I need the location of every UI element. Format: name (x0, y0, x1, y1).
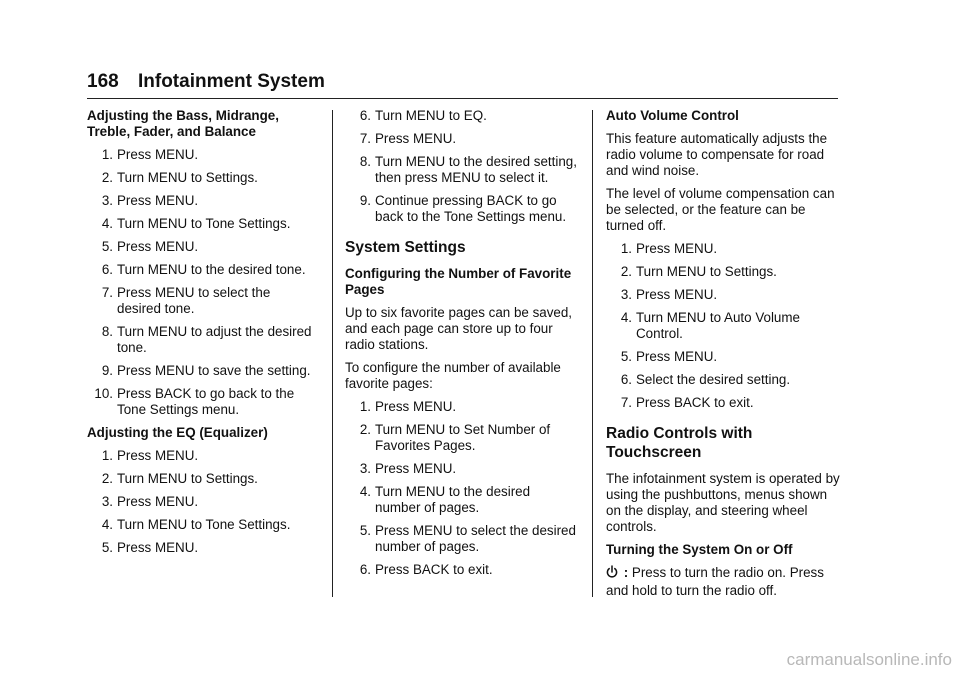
list-item: 7. Press MENU to select the desired tone. (101, 285, 271, 316)
system-settings-heading: System Settings (345, 239, 466, 256)
list-item: 2. Turn MENU to Settings. (101, 170, 258, 185)
column-2 (345, 108, 577, 585)
favorites-steps (345, 399, 577, 578)
bass-steps (87, 147, 312, 418)
list-item: 3. Press MENU. (101, 494, 199, 509)
list-item: 2. Turn MENU to Set Number of Favorites Pages. (359, 422, 551, 453)
section-title: Infotainment System (137, 71, 325, 92)
list-item: 4. Turn MENU to Tone Settings. (101, 216, 291, 231)
column-divider-1 (332, 110, 333, 597)
power-icon (606, 565, 618, 583)
favorites-paragraph-1: Up to six favorite pages can be saved, and each page can store up to four radio stations. (345, 305, 573, 352)
list-item: 1. Press MENU. (101, 448, 199, 463)
power-description (606, 565, 841, 599)
eq-heading: Adjusting the EQ (Equalizer) (87, 425, 268, 440)
list-item: 4. Turn MENU to Tone Settings. (101, 517, 291, 532)
list-item: 4. Turn MENU to the desired number of pages. (359, 484, 531, 515)
page-number: 168 (87, 71, 119, 92)
list-item: 7. Press MENU. (359, 131, 457, 146)
list-item: 3. Press MENU. (620, 287, 718, 302)
favorites-heading: Configuring the Number of Favorite Pages (345, 266, 572, 297)
watermark: carmanualsonline.info (786, 650, 952, 669)
radio-controls-heading: Radio Controls with Touchscreen (606, 425, 753, 461)
list-item: 7. Press BACK to exit. (620, 395, 754, 410)
radio-controls-paragraph: The infotainment system is operated by using the pushbuttons, menus shown on the display, and steering wheel controls. (606, 471, 840, 534)
eq-steps-continued (345, 108, 577, 225)
bass-heading: Adjusting the Bass, Midrange, Treble, Fader, and Balance (87, 108, 279, 139)
list-item: 3. Press MENU. (359, 461, 457, 476)
favorites-paragraph-2: To configure the number of available favorite pages: (345, 360, 561, 391)
list-item: 8. Turn MENU to the desired setting, then press MENU to select it. (359, 154, 577, 185)
auto-volume-paragraph-2: The level of volume compensation can be selected, or the feature can be turned off. (606, 186, 835, 233)
list-item: 3. Press MENU. (101, 193, 199, 208)
list-item: 6. Press BACK to exit. (359, 562, 493, 577)
list-item: 2. Turn MENU to Settings. (101, 471, 258, 486)
column-1 (87, 108, 312, 563)
list-item: 6. Turn MENU to EQ. (359, 108, 487, 123)
list-item: 10. Press BACK to go back to the Tone Settings menu. (94, 386, 295, 417)
list-item: 2. Turn MENU to Settings. (620, 264, 777, 279)
power-colon: : (620, 565, 629, 580)
column-3 (606, 108, 841, 599)
list-item: 1. Press MENU. (359, 399, 457, 414)
list-item: 5. Press MENU. (101, 239, 199, 254)
list-item: 5. Press MENU. (620, 349, 718, 364)
list-item: 1. Press MENU. (101, 147, 199, 162)
list-item: 9. Continue pressing BACK to go back to the Tone Settings menu. (359, 193, 567, 224)
list-item: 6. Turn MENU to the desired tone. (101, 262, 306, 277)
list-item: 1. Press MENU. (620, 241, 718, 256)
list-item: 6. Select the desired setting. (620, 372, 791, 387)
auto-volume-heading: Auto Volume Control (606, 108, 739, 123)
list-item: 9. Press MENU to save the setting. (101, 363, 311, 378)
power-heading: Turning the System On or Off (606, 542, 793, 557)
list-item: 5. Press MENU. (101, 540, 199, 555)
auto-volume-paragraph-1: This feature automatically adjusts the radio volume to compensate for road and wind noise. (606, 131, 828, 178)
page-header (87, 70, 838, 99)
auto-volume-steps (606, 241, 841, 411)
list-item: 8. Turn MENU to adjust the desired tone. (101, 324, 312, 355)
list-item: 4. Turn MENU to Auto Volume Control. (620, 310, 800, 341)
column-divider-2 (592, 110, 593, 597)
eq-steps (87, 448, 312, 556)
list-item: 5. Press MENU to select the desired number of pages. (359, 523, 576, 554)
power-text: Press to turn the radio on. Press and hold to turn the radio off. (606, 565, 824, 598)
